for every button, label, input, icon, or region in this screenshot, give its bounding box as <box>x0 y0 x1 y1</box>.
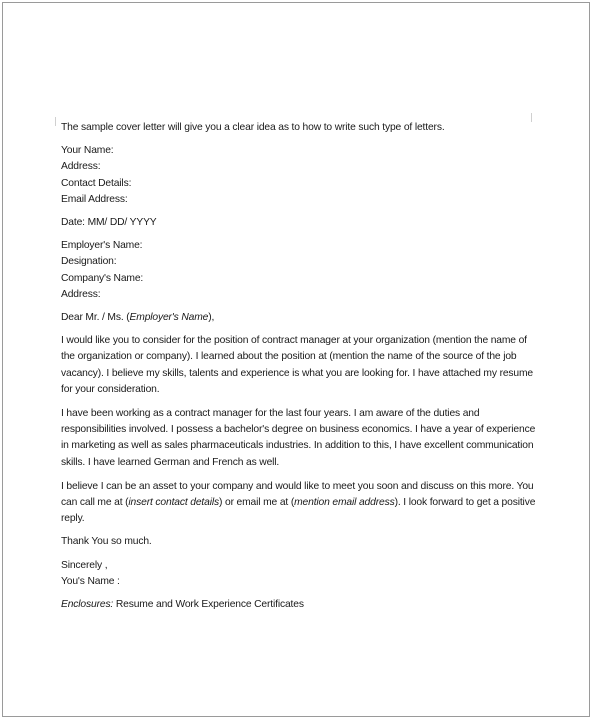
paragraph-2 <box>61 406 536 471</box>
sender-block <box>61 143 536 208</box>
recipient-block <box>61 238 536 303</box>
crop-mark-left <box>55 117 56 126</box>
paragraph-line <box>61 495 536 511</box>
text-run-italic: insert contact details <box>128 497 219 509</box>
sender-contact: Contact Details: <box>61 177 132 189</box>
paragraph-line: responsibilities involved. I possess a bachelor's degree on business economics. I have a year of experience <box>61 424 536 436</box>
closing-name: You's Name : <box>61 575 120 587</box>
text-run: ). I look forward to get a positive <box>394 497 536 509</box>
paragraph-line: vacancy). I believe my skills, talents and experience is what you are looking for. I have attached my resume <box>61 367 533 379</box>
sender-address: Address: <box>61 161 101 173</box>
salutation <box>61 310 536 326</box>
enclosures-label: Enclosures: <box>61 599 114 611</box>
paragraph-line: I would like you to consider for the position of contract manager at your organization (mention the name of <box>61 335 527 347</box>
recipient-designation: Designation: <box>61 256 117 268</box>
date-line: Date: MM/ DD/ YYYY <box>61 217 157 229</box>
sender-email: Email Address: <box>61 193 128 205</box>
recipient-company: Company's Name: <box>61 272 144 284</box>
enclosures-line <box>61 597 536 613</box>
thanks-line: Thank You so much. <box>61 536 152 548</box>
paragraph-line: for your consideration. <box>61 383 160 395</box>
paragraph-line: the organization or company). I learned about the position at (mention the name of the source of the job <box>61 351 517 363</box>
paragraph-line: I have been working as a contract manager for the last four years. I am aware of the duties and <box>61 408 480 420</box>
paragraph-line: skills. I have learned German and French as well. <box>61 456 280 468</box>
paragraph-line: in marketing as well as sales pharmaceuticals industries. In addition to this, I have excellent communication <box>61 440 534 452</box>
enclosures-text: Resume and Work Experience Certificates <box>113 599 304 611</box>
salutation-suffix: ), <box>208 312 215 324</box>
cover-letter-body <box>61 120 536 613</box>
text-run-italic: mention email address <box>294 497 395 509</box>
closing-sincerely: Sincerely , <box>61 559 108 571</box>
paragraph-3 <box>61 479 536 528</box>
paragraph-1 <box>61 333 536 398</box>
paragraph-line: reply. <box>61 513 85 525</box>
salutation-name: Employer's Name <box>129 312 209 324</box>
recipient-employer: Employer's Name: <box>61 240 143 252</box>
intro-line: The sample cover letter will give you a clear idea as to how to write such type of letters. <box>61 122 445 133</box>
salutation-prefix: Dear Mr. / Ms. ( <box>61 312 130 324</box>
text-run: ) or email me at ( <box>219 497 295 509</box>
text-run: can call me at ( <box>61 497 129 509</box>
sender-name: Your Name: <box>61 145 114 157</box>
closing-block <box>61 558 536 590</box>
recipient-address: Address: <box>61 288 101 300</box>
paragraph-line: I believe I can be an asset to your company and would like to meet you soon and discuss on this more. You <box>61 480 534 492</box>
